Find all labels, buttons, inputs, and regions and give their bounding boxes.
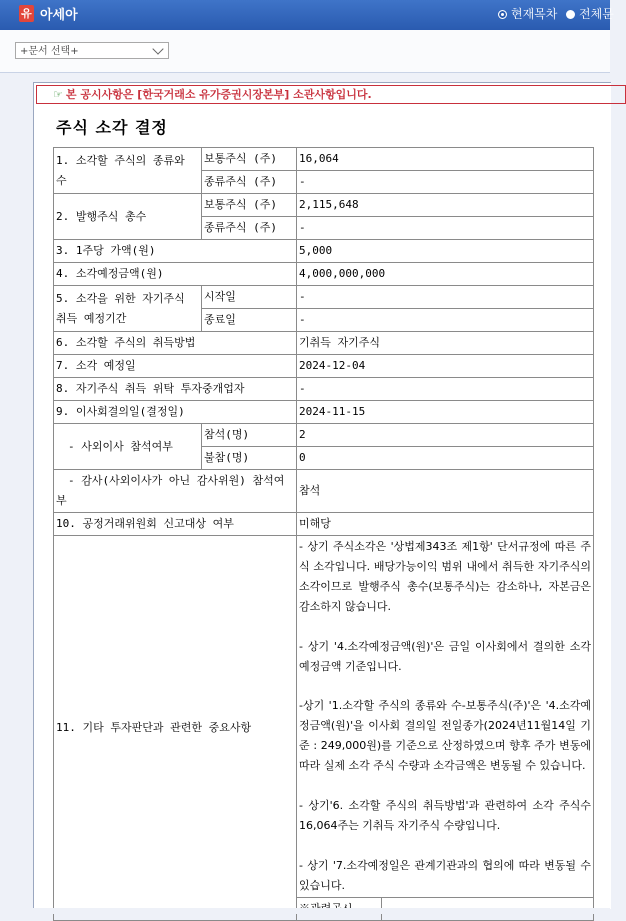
- cell-value: 기취득 자기주식: [297, 332, 594, 355]
- table-row: [54, 332, 594, 355]
- table-row: [54, 240, 594, 263]
- document-title: 주식 소각 결정: [56, 118, 168, 137]
- table-row: [54, 148, 594, 171]
- sub-label: 불참(명): [202, 447, 297, 470]
- window-bottom-edge: [0, 908, 610, 914]
- disclosure-table: [53, 147, 594, 921]
- jurisdiction-notice: [36, 85, 626, 104]
- row-label: 5. 소각을 위한 자기주식 취득 예정기간: [54, 286, 202, 332]
- table-row: [54, 401, 594, 424]
- company-logo: 유: [19, 5, 34, 22]
- row-label: 8. 자기주식 취득 위탁 투자중개업자: [54, 378, 297, 401]
- cell-value: 0: [297, 447, 594, 470]
- document-select-value: +문서 선택+: [20, 46, 79, 57]
- cell-value: 5,000: [297, 240, 594, 263]
- row-label: 11. 기타 투자판단과 관련한 중요사항: [54, 536, 297, 921]
- note-paragraph: - 상기 주식소각은 '상법제343조 제1항' 단서규정에 따른 주식 소각입니다. 배당가능이익 범위 내에서 취득한 자기주식의 소각이므로 발행주식 총수(보통주식)는 감소하나, 자본금은 감소하지 않습니다.: [299, 540, 591, 613]
- sub-label: 보통주식 (주): [202, 148, 297, 171]
- row-label: 2. 발행주식 총수: [54, 194, 202, 240]
- cell-value: 2024-12-04: [297, 355, 594, 378]
- cell-value: 16,064: [297, 148, 594, 171]
- row-label: - 사외이사 참석여부: [54, 424, 202, 470]
- cell-value: 2: [297, 424, 594, 447]
- row-label: 9. 이사회결의일(결정일): [54, 401, 297, 424]
- radio-current-icon[interactable]: [498, 10, 507, 19]
- row-label: 10. 공정거래위원회 신고대상 여부: [54, 513, 297, 536]
- row-label: 7. 소각 예정일: [54, 355, 297, 378]
- table-row: [54, 286, 594, 309]
- cell-value: -: [297, 309, 594, 332]
- cell-value: 2,115,648: [297, 194, 594, 217]
- cell-value: -: [297, 171, 594, 194]
- row-label: 1. 소각할 주식의 종류와 수: [54, 148, 202, 194]
- notice-text: 본 공시사항은 [한국거래소 유가증권시장본부] 소관사항입니다.: [65, 88, 372, 101]
- sub-label: 종료일: [202, 309, 297, 332]
- sub-label: 시작일: [202, 286, 297, 309]
- cell-value: 2024-11-15: [297, 401, 594, 424]
- table-row: [54, 536, 594, 898]
- table-row: [54, 424, 594, 447]
- sub-label: 종류주식 (주): [202, 217, 297, 240]
- chevron-down-icon: [152, 43, 163, 54]
- cell-value: 미해당: [297, 513, 594, 536]
- sub-label: 참석(명): [202, 424, 297, 447]
- table-row: [54, 355, 594, 378]
- table-row: [54, 470, 594, 513]
- company-name[interactable]: 아세아: [40, 8, 78, 23]
- table-row: [54, 378, 594, 401]
- cell-value: -: [297, 378, 594, 401]
- pointing-hand-icon: ☞: [53, 88, 63, 101]
- radio-current-toc[interactable]: [498, 5, 557, 22]
- table-row: [54, 513, 594, 536]
- document-select[interactable]: [15, 42, 169, 59]
- table-row: [54, 263, 594, 286]
- radio-current-label: 현재목차: [511, 7, 558, 21]
- cell-value: -: [297, 286, 594, 309]
- radio-all-label: 전체문: [579, 7, 614, 21]
- document-pane: [33, 82, 611, 909]
- sub-label: 보통주식 (주): [202, 194, 297, 217]
- row-label: 3. 1주당 가액(원): [54, 240, 297, 263]
- note-paragraph: - 상기 '4.소각예정금액(원)'은 금일 이사회에서 결의한 소각 예정금액 기준입니다.: [299, 639, 591, 673]
- sub-label: 종류주식 (주): [202, 171, 297, 194]
- row-label: 4. 소각예정금액(원): [54, 263, 297, 286]
- radio-all-toc[interactable]: [566, 5, 614, 22]
- row-label: - 감사(사외이사가 아닌 감사위원) 참석여부: [54, 470, 297, 513]
- top-bar: [0, 0, 614, 30]
- notes-cell: [297, 536, 594, 898]
- cell-value: 4,000,000,000: [297, 263, 594, 286]
- row-label: 6. 소각할 주식의 취득방법: [54, 332, 297, 355]
- note-paragraph: - 상기 '7.소각예정일은 관계기관과의 협의에 따라 변동될 수 있습니다.: [299, 858, 591, 892]
- note-paragraph: -상기 '1.소각할 주식의 종류와 수-보통주식(주)'은 '4.소각예정금액(원)'을 이사회 결의일 전일종가(2024년11월14일 기준 : 249,000원)를 기준으로 산정하였으며 향후 주가 변동에 따라 실제 소각 주식 수량과 소각금액은 변동될 수 있습니다.: [299, 699, 591, 773]
- radio-all-icon[interactable]: [566, 10, 575, 19]
- cell-value: -: [297, 217, 594, 240]
- note-paragraph: - 상기'6. 소각할 주식의 취득방법'과 관련하여 소각 주식수 16,064주는 기취득 자기주식 수량입니다.: [299, 799, 591, 833]
- cell-value: 참석: [297, 470, 594, 513]
- table-row: [54, 194, 594, 217]
- document-select-bar: [0, 30, 610, 73]
